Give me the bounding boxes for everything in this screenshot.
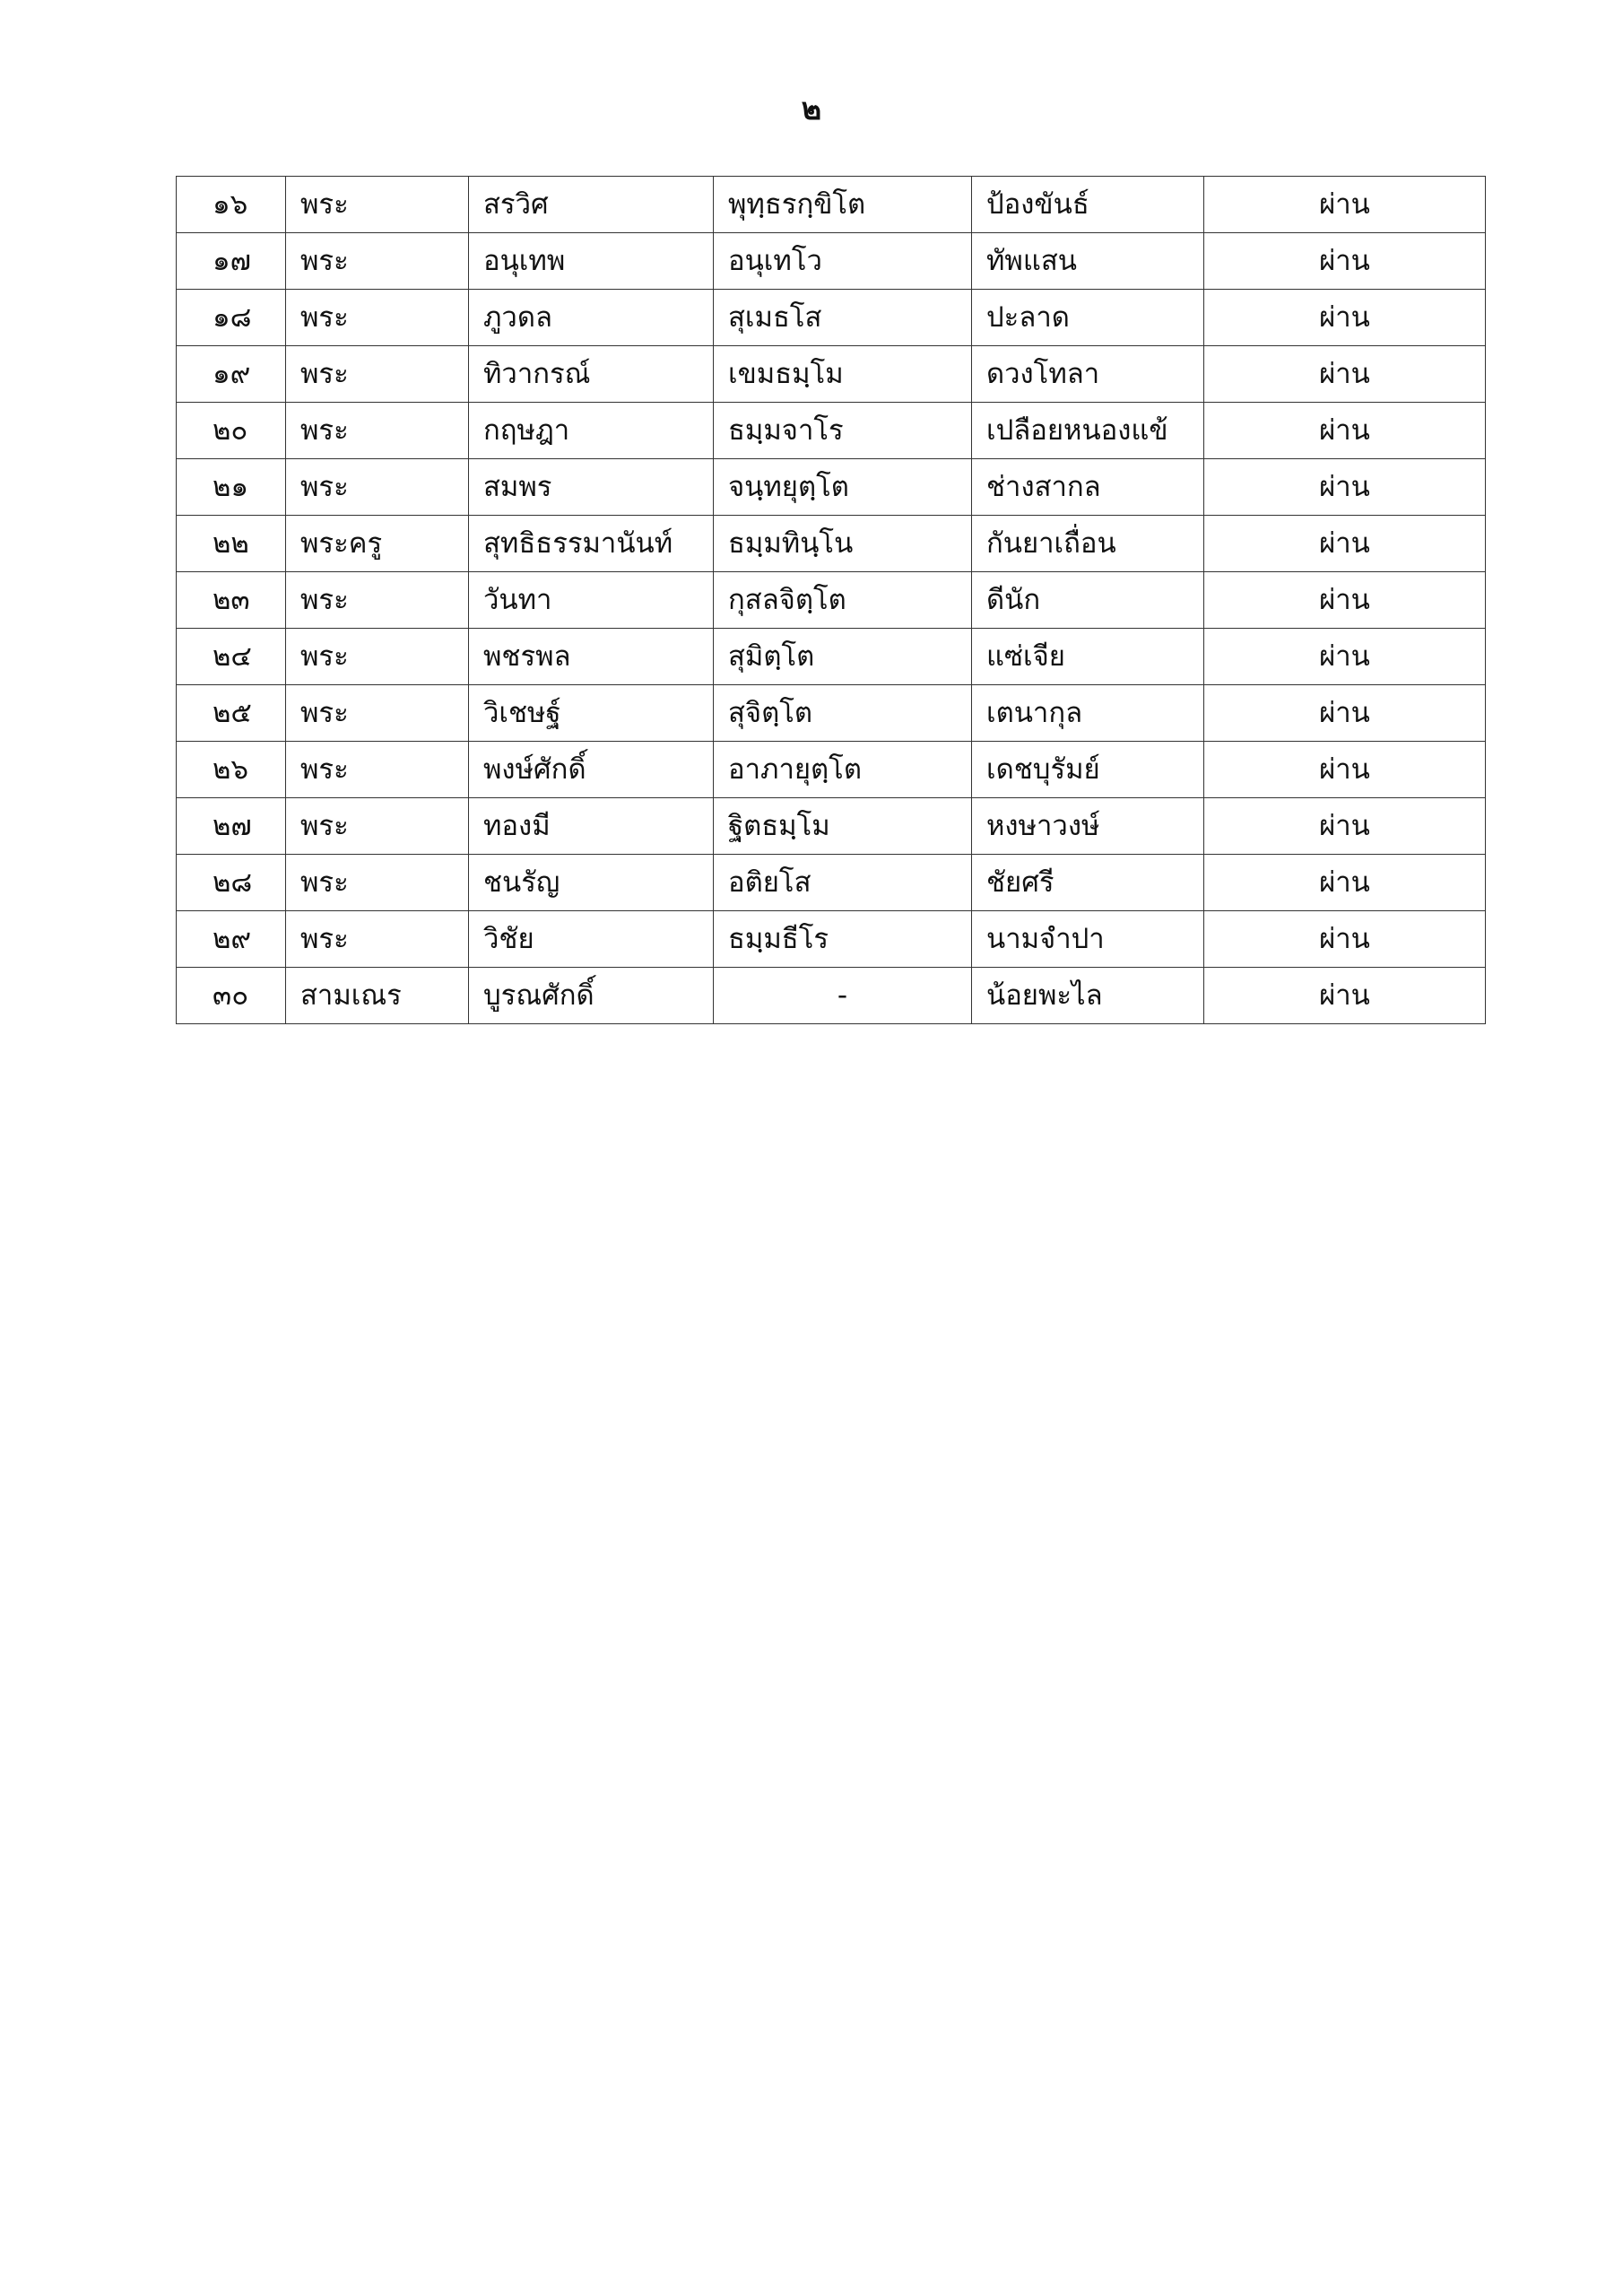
cell-number: ๒๔ <box>177 629 286 685</box>
roster-table-body <box>177 177 1486 1024</box>
cell-result: ผ่าน <box>1204 233 1486 290</box>
cell-title: พระ <box>286 459 469 516</box>
cell-surname: ทัพแสน <box>972 233 1204 290</box>
cell-monastic-name: - <box>714 968 972 1024</box>
cell-number: ๒๓ <box>177 572 286 629</box>
cell-result: ผ่าน <box>1204 629 1486 685</box>
cell-result: ผ่าน <box>1204 290 1486 346</box>
cell-title: พระ <box>286 233 469 290</box>
cell-surname: เดชบุรัมย์ <box>972 742 1204 798</box>
table-row <box>177 177 1486 233</box>
table-row <box>177 742 1486 798</box>
cell-first-name: ภูวดล <box>469 290 714 346</box>
page-number: ๒ <box>801 91 822 127</box>
cell-surname: นามจำปา <box>972 911 1204 968</box>
table-row <box>177 459 1486 516</box>
cell-result: ผ่าน <box>1204 855 1486 911</box>
cell-first-name: อนุเทพ <box>469 233 714 290</box>
cell-title: พระ <box>286 346 469 403</box>
cell-first-name: สมพร <box>469 459 714 516</box>
cell-result: ผ่าน <box>1204 516 1486 572</box>
cell-number: ๒๘ <box>177 855 286 911</box>
cell-result: ผ่าน <box>1204 742 1486 798</box>
cell-number: ๒๕ <box>177 685 286 742</box>
cell-title: พระ <box>286 685 469 742</box>
cell-result: ผ่าน <box>1204 968 1486 1024</box>
cell-surname: ช่างสากล <box>972 459 1204 516</box>
cell-surname: น้อยพะไล <box>972 968 1204 1024</box>
cell-surname: เปลือยหนองแข้ <box>972 403 1204 459</box>
cell-number: ๒๙ <box>177 911 286 968</box>
table-row <box>177 798 1486 855</box>
cell-monastic-name: สุเมธโส <box>714 290 972 346</box>
cell-surname: หงษาวงษ์ <box>972 798 1204 855</box>
cell-title: พระ <box>286 629 469 685</box>
cell-monastic-name: สุมิตฺโต <box>714 629 972 685</box>
cell-title: พระ <box>286 290 469 346</box>
cell-title: พระ <box>286 177 469 233</box>
cell-monastic-name: พุทฺธรกฺขิโต <box>714 177 972 233</box>
cell-number: ๑๘ <box>177 290 286 346</box>
roster-table <box>176 176 1486 1024</box>
cell-first-name: วิเชษฐ์ <box>469 685 714 742</box>
cell-result: ผ่าน <box>1204 177 1486 233</box>
table-row <box>177 911 1486 968</box>
table-row <box>177 855 1486 911</box>
cell-surname: กันยาเถื่อน <box>972 516 1204 572</box>
table-row <box>177 233 1486 290</box>
cell-surname: ดีนัก <box>972 572 1204 629</box>
cell-title: สามเณร <box>286 968 469 1024</box>
cell-first-name: วันทา <box>469 572 714 629</box>
cell-first-name: กฤษฎา <box>469 403 714 459</box>
cell-first-name: บูรณศักดิ์ <box>469 968 714 1024</box>
cell-number: ๓๐ <box>177 968 286 1024</box>
cell-title: พระ <box>286 403 469 459</box>
cell-title: พระ <box>286 911 469 968</box>
cell-monastic-name: สุจิตฺโต <box>714 685 972 742</box>
cell-number: ๑๙ <box>177 346 286 403</box>
cell-result: ผ่าน <box>1204 798 1486 855</box>
cell-surname: เตนากุล <box>972 685 1204 742</box>
cell-monastic-name: อนุเทโว <box>714 233 972 290</box>
cell-first-name: พงษ์ศักดิ์ <box>469 742 714 798</box>
table-row <box>177 572 1486 629</box>
cell-monastic-name: ธมฺมจาโร <box>714 403 972 459</box>
cell-result: ผ่าน <box>1204 346 1486 403</box>
cell-monastic-name: ธมฺมธีโร <box>714 911 972 968</box>
cell-monastic-name: อาภายุตฺโต <box>714 742 972 798</box>
cell-monastic-name: ฐิตธมฺโม <box>714 798 972 855</box>
cell-title: พระ <box>286 855 469 911</box>
cell-monastic-name: ธมฺมทินฺโน <box>714 516 972 572</box>
table-row <box>177 629 1486 685</box>
cell-surname: ปะลาด <box>972 290 1204 346</box>
cell-first-name: ทองมี <box>469 798 714 855</box>
cell-first-name: วิชัย <box>469 911 714 968</box>
cell-result: ผ่าน <box>1204 572 1486 629</box>
table-row <box>177 516 1486 572</box>
cell-number: ๒๗ <box>177 798 286 855</box>
cell-first-name: ชนรัญ <box>469 855 714 911</box>
cell-title: พระ <box>286 742 469 798</box>
cell-monastic-name: จนฺทยุตฺโต <box>714 459 972 516</box>
cell-result: ผ่าน <box>1204 403 1486 459</box>
table-row <box>177 290 1486 346</box>
cell-surname: ป้องขันธ์ <box>972 177 1204 233</box>
cell-surname: ดวงโทลา <box>972 346 1204 403</box>
cell-title: พระ <box>286 572 469 629</box>
cell-number: ๒๖ <box>177 742 286 798</box>
cell-title: พระครู <box>286 516 469 572</box>
cell-surname: ชัยศรี <box>972 855 1204 911</box>
cell-monastic-name: กุสลจิตฺโต <box>714 572 972 629</box>
cell-number: ๒๐ <box>177 403 286 459</box>
cell-result: ผ่าน <box>1204 685 1486 742</box>
cell-monastic-name: อติยโส <box>714 855 972 911</box>
cell-result: ผ่าน <box>1204 911 1486 968</box>
cell-first-name: พชรพล <box>469 629 714 685</box>
cell-title: พระ <box>286 798 469 855</box>
cell-number: ๒๑ <box>177 459 286 516</box>
cell-first-name: สุทธิธรรมานันท์ <box>469 516 714 572</box>
cell-first-name: สรวิศ <box>469 177 714 233</box>
cell-number: ๑๖ <box>177 177 286 233</box>
cell-number: ๑๗ <box>177 233 286 290</box>
table-row <box>177 968 1486 1024</box>
cell-monastic-name: เขมธมฺโม <box>714 346 972 403</box>
table-row <box>177 346 1486 403</box>
cell-number: ๒๒ <box>177 516 286 572</box>
table-row <box>177 685 1486 742</box>
cell-first-name: ทิวากรณ์ <box>469 346 714 403</box>
cell-surname: แซ่เจีย <box>972 629 1204 685</box>
table-row <box>177 403 1486 459</box>
cell-result: ผ่าน <box>1204 459 1486 516</box>
